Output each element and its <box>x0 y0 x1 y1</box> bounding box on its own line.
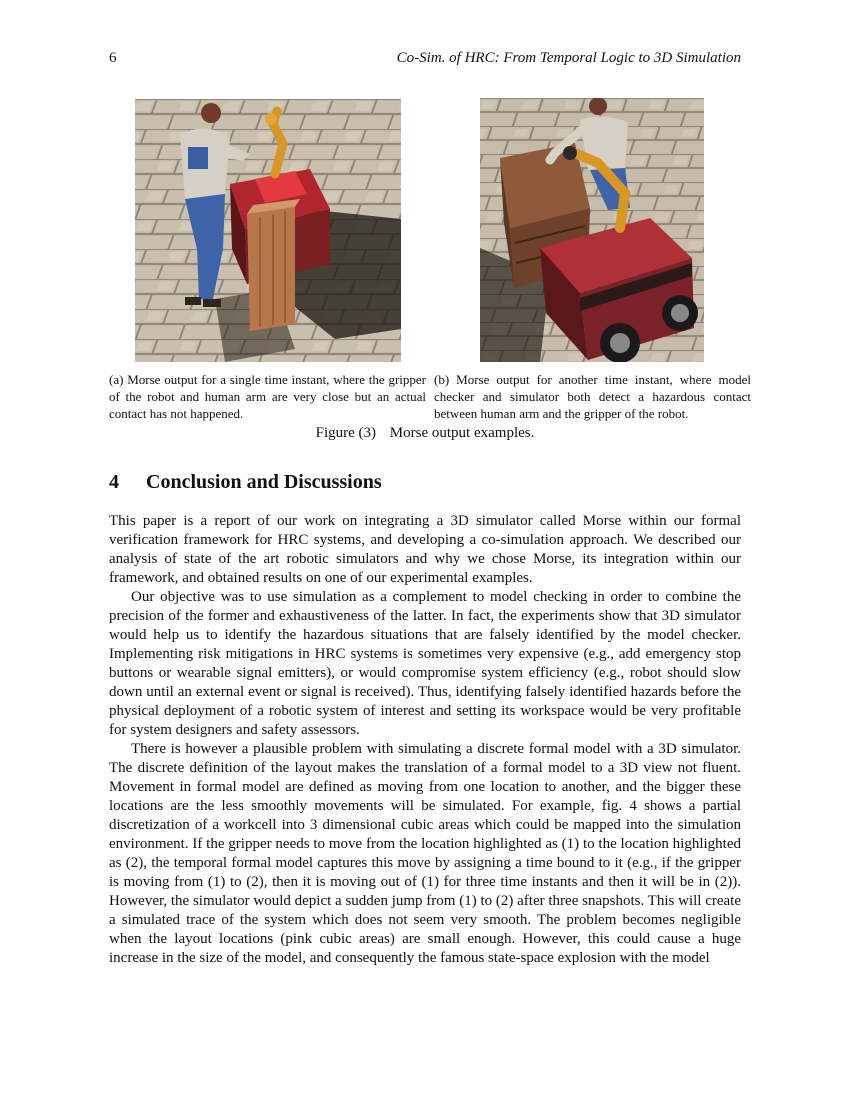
page-number: 6 <box>109 50 117 66</box>
section-title: Conclusion and Discussions <box>146 471 382 493</box>
section-heading <box>109 471 382 494</box>
figure-caption-text: Morse output examples. <box>389 425 535 441</box>
subfigure-caption-a: (a) Morse output for a single time instant, where the gripper of the robot and human arm are very close but an actual contact has not happened. <box>109 372 426 421</box>
running-title: Co-Sim. of HRC: From Temporal Logic to 3D Simulation <box>396 50 741 66</box>
paragraph: There is however a plausible problem with simulating a discrete formal model with a 3D simulator. The discrete definition of the layout makes the translation of a formal model to a 3D view not fluent. Movement in formal model are defined as moving from one location to another, and the bigger these locations are the less smoothly movements will be simulated. For example, fig. 4 shows a partial discretization of a workcell into 3 dimensional cubic areas which could be mapped into the simulation environment. If the gripper needs to move from the location highlighted as (1) to the location highlighted as (2), the temporal formal model captures this move by assigning a time bound to it (e.g., if the gripper is moving from (1) to (2), then it is moving out of (1) for three time instants and then it will be in (2)). However, the simulator would depict a sudden jump from (1) to (2) after three snapshots. This will create a simulated trace of the system which does not seem very smooth. The problem becomes negligible when the layout locations (pink cubic areas) are small enough. However, this could cause a huge increase in the size of the model, and consequently the famous state-space explosion with the model <box>109 741 741 966</box>
figure-3a-image <box>135 99 401 362</box>
paragraph: Our objective was to use simulation as a complement to model checking in order to combine the precision of the former and exhaustiveness of the latter. In fact, the experiments show that 3D simulator would help us to identify the hazardous situations that are falsely identified by the model checker. Implementing risk mitigations in HRC systems is sometimes very expensive (e.g., add emergency stop buttons or wearable signal emitters), or would compromise system efficiency (e.g., robot should slow down until an external event or signal is received). Thus, identifying falsely identified hazards before the physical deployment of a robotic system of interest and setting its workspace would be very profitable for system designers and safety assessors. <box>109 589 741 738</box>
section-number: 4 <box>109 471 119 493</box>
body-text <box>109 512 741 968</box>
figure-caption <box>0 425 850 442</box>
figure-label: Figure (3) <box>315 425 377 441</box>
paragraph: This paper is a report of our work on integrating a 3D simulator called Morse within our formal verification framework for HRC systems, and developing a co-simulation approach. We described our analysis of state of the art robotic simulators and why we chose Morse, its integration within our framework, and obtained results on one of our experimental examples. <box>109 513 741 586</box>
subfigure-caption-b: (b) Morse output for another time instant, where model checker and simulator both detect a hazardous contact between human arm and the gripper of the robot. <box>434 372 751 421</box>
figure-3b-image <box>480 98 704 362</box>
